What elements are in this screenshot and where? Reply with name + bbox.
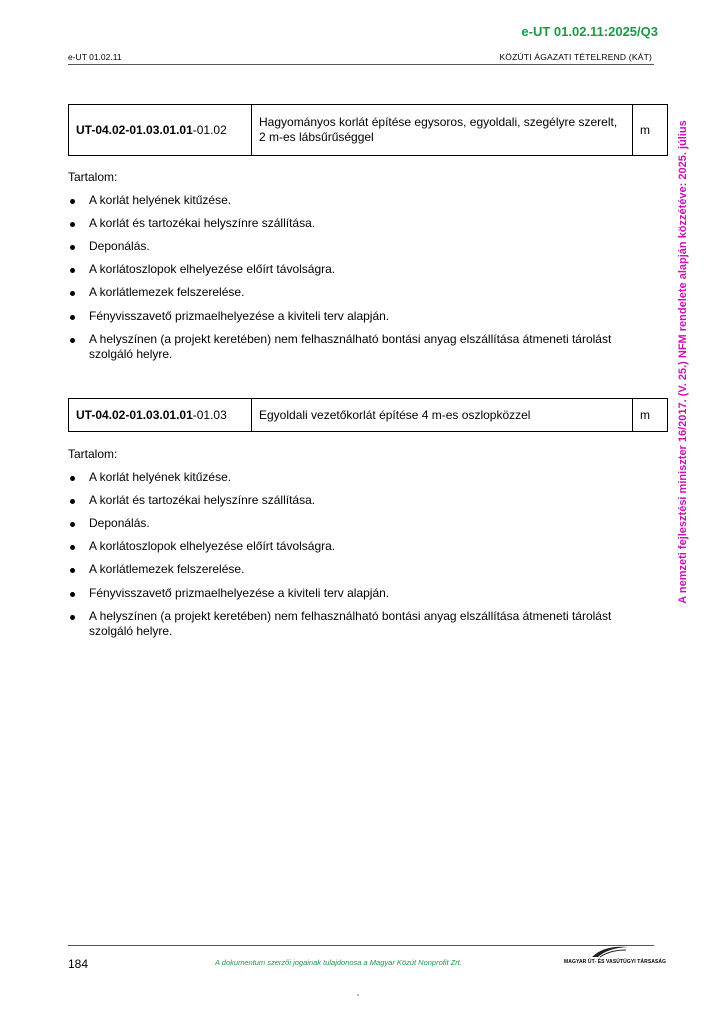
list-item: A korlátlemezek felszerelése. xyxy=(68,562,628,578)
item-row xyxy=(69,399,668,432)
society-logo xyxy=(560,944,667,968)
item-code xyxy=(69,105,252,156)
item-table-1 xyxy=(68,104,668,156)
copyright-notice: A dokumentum szerzői jogainak tulajdonosa a Magyar Közút Nonprofit Zrt. xyxy=(215,958,462,967)
item-code-suffix: -01.02 xyxy=(192,122,227,137)
content-list xyxy=(68,193,628,363)
scan-dot xyxy=(357,994,359,996)
item-title: Egyoldali vezetőkorlát építése 4 m-es oszlopközzel xyxy=(252,399,633,432)
list-item: Deponálás. xyxy=(68,516,628,532)
item-code-main: UT-04.02-01.03.01.01 xyxy=(76,407,193,422)
header-left: e-UT 01.02.11 xyxy=(68,52,122,62)
item-unit: m xyxy=(633,105,668,156)
page-number: 184 xyxy=(68,957,89,971)
content-label: Tartalom: xyxy=(68,170,118,184)
item-content-1 xyxy=(68,170,628,371)
item-title: Hagyományos korlát építése egysoros, egyoldali, szegélyre szerelt, 2 m-es lábsűrűséggel xyxy=(252,105,633,156)
list-item: A korlátlemezek felszerelése. xyxy=(68,285,628,301)
side-note xyxy=(673,94,693,630)
road-swoosh-icon xyxy=(590,944,630,958)
item-unit: m xyxy=(633,399,668,432)
header-right: KÖZÚTI ÁGAZATI TÉTELREND (KÁT) xyxy=(499,52,652,62)
content-label: Tartalom: xyxy=(68,447,118,461)
item-content-2 xyxy=(68,447,628,648)
list-item: A helyszínen (a projekt keretében) nem felhasználható bontási anyag elszállítása átmeneti tárolást szolgáló helyre. xyxy=(68,332,628,363)
document-code: e-UT 01.02.11:2025/Q3 xyxy=(521,24,658,39)
list-item: Deponálás. xyxy=(68,239,628,255)
list-item: A korlátoszlopok elhelyezése előírt távolságra. xyxy=(68,262,628,278)
list-item: Fényvisszavető prizmaelhelyezése a kiviteli terv alapján. xyxy=(68,586,628,602)
logo-text: MAGYAR ÚT- ÉS VASÚTÜGYI TÁRSASÁG xyxy=(564,959,667,965)
content-list xyxy=(68,470,628,640)
list-item: A korlát és tartozékai helyszínre szállítása. xyxy=(68,493,628,509)
list-item: A korlát helyének kitűzése. xyxy=(68,193,628,209)
item-code xyxy=(69,399,252,432)
list-item: A helyszínen (a projekt keretében) nem felhasználható bontási anyag elszállítása átmeneti tárolást szolgáló helyre. xyxy=(68,609,628,640)
item-code-suffix: -01.03 xyxy=(192,407,227,422)
list-item: Fényvisszavető prizmaelhelyezése a kiviteli terv alapján. xyxy=(68,309,628,325)
side-note-text: A nemzeti fejlesztési miniszter 16/2017. (V. 25.) NFM rendelete alapján közzétéve: 2025. július xyxy=(677,120,689,604)
header-rule xyxy=(68,64,654,65)
list-item: A korlát helyének kitűzése. xyxy=(68,470,628,486)
item-code-main: UT-04.02-01.03.01.01 xyxy=(76,122,193,137)
item-table-2 xyxy=(68,398,668,432)
list-item: A korlátoszlopok elhelyezése előírt távolságra. xyxy=(68,539,628,555)
item-row xyxy=(69,105,668,156)
list-item: A korlát és tartozékai helyszínre szállítása. xyxy=(68,216,628,232)
